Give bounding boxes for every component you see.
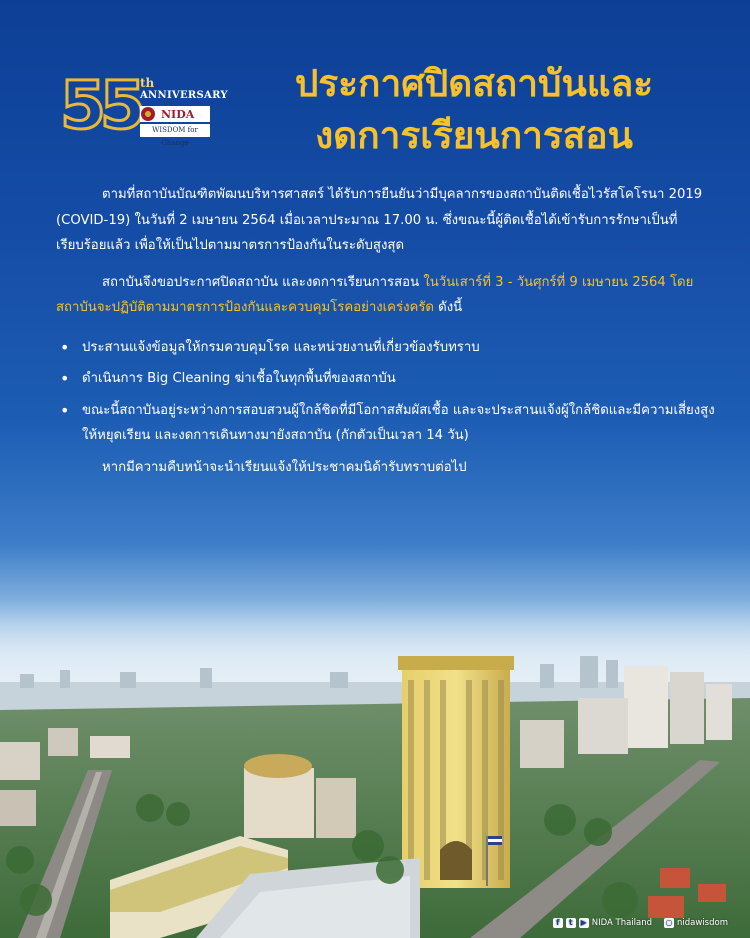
logo-th: th [140,76,155,90]
instagram-icon: ○ [665,918,673,927]
title-line-2: งดการเรียนการสอน [315,114,633,157]
list-item: • ดำเนินการ Big Cleaning ฆ่าเชื้อในทุกพื้นที่ของสถาบัน [56,366,716,392]
paragraph-2 [56,270,716,321]
nida-55th-anniversary-logo [60,67,228,147]
twitter-icon: t [566,918,576,928]
logo-nida-box [140,106,210,122]
paragraph-2-start: สถาบันจึงขอประกาศปิดสถาบัน และงดการเรียนการสอน [102,274,424,290]
youtube-icon: ▶ [580,918,587,927]
logo-nida-text: NIDA [161,107,195,121]
social-page-name: NIDA Thailand [591,918,653,928]
list-item: • ประสานแจ้งข้อมูลให้กรมควบคุมโรค และหน่วยงานที่เกี่ยวข้องรับทราบ [56,335,716,361]
list-item: • ขณะนี้สถาบันอยู่ระหว่างการสอบสวนผู้ใกล้ชิดที่มีโอกาสสัมผัสเชื้อ และจะประสานแจ้งผู้ใกล้ชิดและมีความเสี่ยงสูงให้หยุดเรียน และงดการเดินทางมายังสถาบัน (กักตัวเป็นเวลา 14 วัน) [56,398,716,449]
paragraph-2-end: ดังนี้ [433,300,463,315]
nida-seal-icon [141,107,155,121]
logo-55: 55 [60,67,140,144]
closing-paragraph: หากมีความคืบหน้าจะนำเรียนแจ้งให้ประชาคมนิด้ารับทราบต่อไป [102,459,467,475]
paragraph-2-highlight: ในวันเสาร์ที่ 3 - วันศุกร์ที่ 9 เมษายน 2564 โดยสถาบันจะปฏิบัติตามมาตรการป้องกันและควบคุมโรคอย่างเคร่งครัด [56,274,694,315]
measures-list [56,335,716,449]
logo-anniversary: ANNIVERSARY [140,90,228,101]
title-line-1: ประกาศปิดสถาบันและ [294,62,654,105]
logo-slogan: WISDOM for Change [140,124,210,137]
announcement-body [56,182,716,480]
facebook-icon: f [553,918,563,928]
paragraph-1: ตามที่สถาบันบัณฑิตพัฒนบริหารศาสตร์ ได้รับการยืนยันว่ามีบุคลากรของสถาบันติดเชื้อไวรัสโคโรนา 2019 (COVID-19) ในวันที่ 2 เมษายน 2564 เมื่อเวลาประมาณ 17.00 น. ซึ่งขณะนี้ผู้ติดเชื้อได้เข้ารับการรักษาเป็นที่เรียบร้อยแล้ว เพื่อให้เป็นไปตามมาตรการป้องกันในระดับสูงสุด [56,187,703,253]
social-footer [553,918,728,928]
campus-aerial-photo [0,600,750,938]
social-ig-handle: nidawisdom [677,918,728,928]
page-title [234,58,714,162]
